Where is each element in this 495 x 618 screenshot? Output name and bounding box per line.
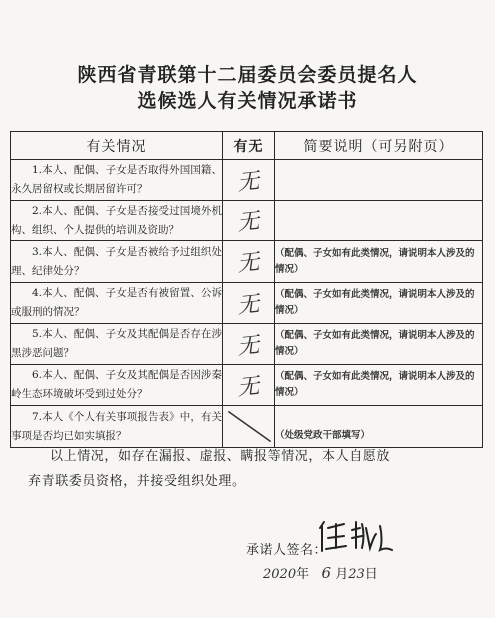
summary-line1: 以上情况，如存在漏报、虚报、瞒报等情况，本人自愿放 [50, 449, 391, 464]
handwritten-mark: 无 [236, 168, 261, 196]
handwritten-mark: 无 [236, 208, 261, 237]
table-row [11, 365, 483, 406]
header-situation: 有关情况 [11, 132, 223, 160]
row-item-text: 7.本人《个人有关事项报告表》中，有关事项是否均已如实填报？ [11, 406, 223, 448]
row-item-text: 5.本人、配偶、子女及其配偶是否存在涉黑涉恶问题？ [11, 324, 223, 365]
row-mark-cell [223, 241, 275, 283]
header-yes-no: 有无 [223, 132, 275, 160]
signing-date [263, 563, 378, 582]
table-row [11, 241, 483, 283]
row-note: （配偶、子女如有此类情况，请说明本人涉及的情况） [275, 365, 483, 406]
signature-label: 承诺人签名： [246, 543, 328, 558]
table-row [11, 406, 483, 448]
row-item-text: 6.本人、配偶、子女及其配偶是否因涉秦岭生态环境破坏受到过处分？ [11, 365, 223, 406]
handwritten-mark: 无 [236, 373, 261, 401]
row-note: （配偶、子女如有此类情况，请说明本人涉及的情况） [275, 283, 483, 324]
table-row [11, 201, 483, 241]
table-row [11, 324, 483, 365]
row-note [275, 160, 483, 201]
table-header-row [11, 132, 483, 160]
row-mark-cell [223, 160, 275, 201]
disclosure-table [10, 131, 483, 448]
handwritten-signature [314, 518, 394, 556]
document-title-line1: 陕西省青联第十二届委员会委员提名人 [77, 64, 418, 86]
row-note: （配偶、子女如有此类情况，请说明本人涉及的情况） [275, 241, 483, 283]
row-note: （处级党政干部填写） [275, 406, 483, 448]
summary-line2: 弃青联委员资格，并接受组织处理。 [28, 474, 246, 489]
row-mark-cell [223, 283, 275, 324]
row-mark-cell [223, 201, 275, 241]
handwritten-mark: 无 [236, 249, 261, 278]
row-note: （配偶、子女如有此类情况，请说明本人涉及的情况） [275, 324, 483, 365]
date-day-char: 日 [364, 567, 378, 582]
date-year-char: 年 [296, 567, 310, 582]
date-year: 2020 [263, 567, 297, 582]
diagonal-slash-mark [223, 406, 274, 447]
header-brief-explanation: 简要说明（可另附页） [275, 132, 483, 160]
handwritten-mark: 无 [236, 332, 261, 360]
handwritten-mark: 无 [236, 291, 261, 319]
row-mark-cell [223, 406, 275, 448]
date-day: 23 [348, 567, 365, 582]
row-note [275, 201, 483, 241]
row-item-text: 2.本人、配偶、子女是否接受过国境外机构、组织、个人提供的培训及资助？ [11, 201, 223, 241]
row-item-text: 4.本人、配偶、子女是否有被留置、公诉或服刑的情况？ [11, 283, 223, 324]
row-mark-cell [223, 324, 275, 365]
table-row [11, 283, 483, 324]
table-row [11, 160, 483, 201]
row-item-text: 3.本人、配偶、子女是否被给予过组织处理、纪律处分？ [11, 241, 223, 283]
date-month-char: 月 [335, 567, 349, 582]
row-item-text: 1.本人、配偶、子女是否取得外国国籍、永久居留权或长期居留许可？ [11, 160, 223, 201]
row-mark-cell [223, 365, 275, 406]
document-title-line2: 选候选人有关情况承诺书 [137, 90, 358, 112]
date-month: 6 [321, 564, 332, 582]
